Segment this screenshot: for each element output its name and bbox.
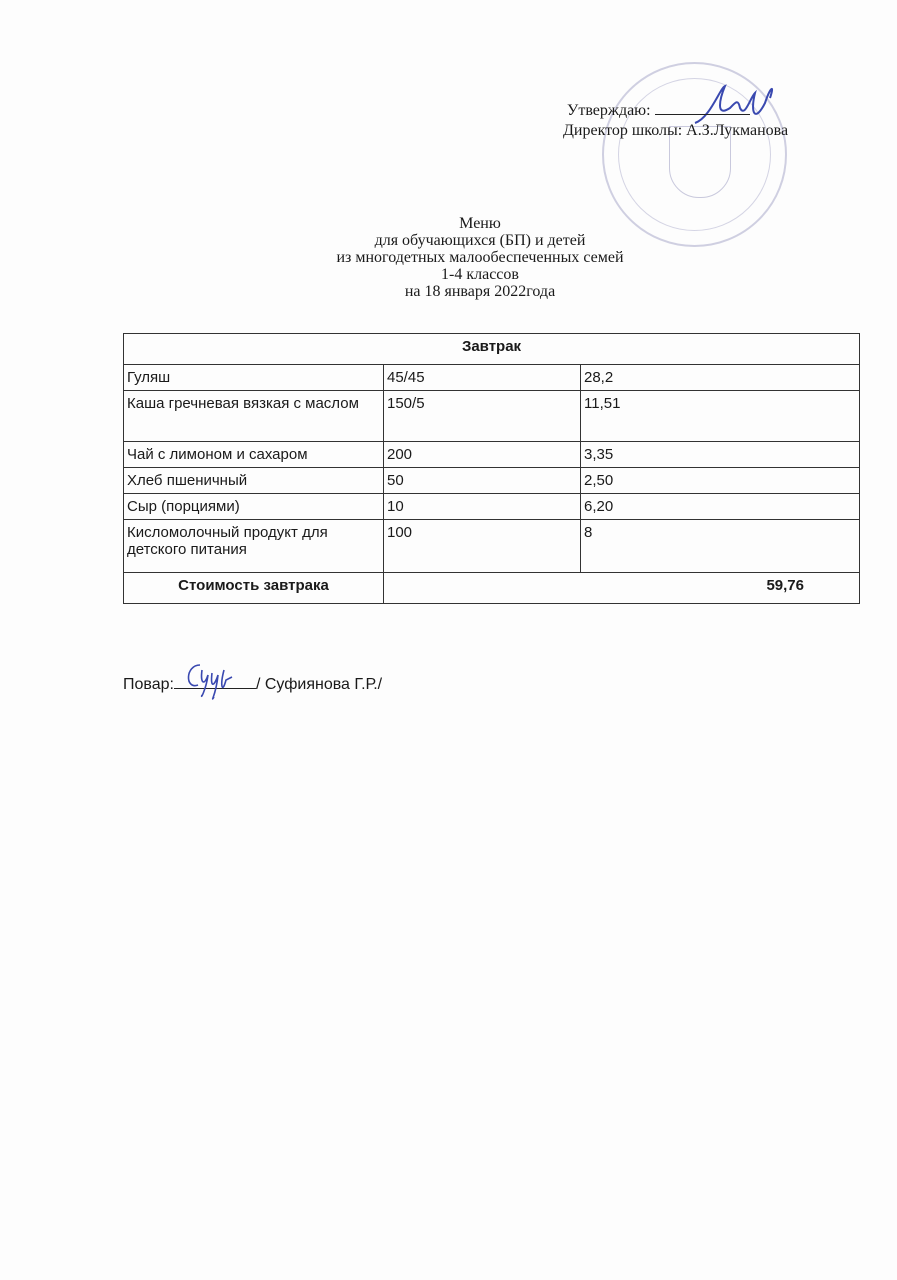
dish-name: Кисломолочный продукт для детского питания <box>124 520 384 573</box>
dish-price: 2,50 <box>581 468 860 494</box>
dish-name: Гуляш <box>124 365 384 391</box>
total-value: 59,76 <box>384 573 860 604</box>
dish-portion: 200 <box>384 442 581 468</box>
dish-price: 6,20 <box>581 494 860 520</box>
dish-name: Чай с лимоном и сахаром <box>124 442 384 468</box>
menu-table <box>123 333 860 604</box>
signature-line <box>655 100 750 115</box>
title-line: из многодетных малообеспеченных семей <box>336 249 624 266</box>
total-row <box>124 573 860 604</box>
dish-portion: 50 <box>384 468 581 494</box>
cook-label: Повар: <box>123 676 174 693</box>
dish-portion: 10 <box>384 494 581 520</box>
dish-price: 11,51 <box>581 391 860 442</box>
cook-name: / Суфиянова Г.Р./ <box>255 676 383 693</box>
title-date: на 18 января 2022года <box>404 283 556 300</box>
dish-portion: 45/45 <box>384 365 581 391</box>
table-row <box>124 494 860 520</box>
approval-block <box>563 100 788 141</box>
document-title <box>250 215 710 300</box>
table-row <box>124 442 860 468</box>
table-row <box>124 391 860 442</box>
section-header-row <box>124 334 860 365</box>
title-line: Меню <box>459 215 501 232</box>
cook-signature-block <box>123 674 382 694</box>
table-row <box>124 520 860 573</box>
dish-portion: 150/5 <box>384 391 581 442</box>
director-line: Директор школы: А.З.Лукманова <box>563 122 789 139</box>
dish-price: 8 <box>581 520 860 573</box>
title-line: для обучающихся (БП) и детей <box>374 232 586 249</box>
table-row <box>124 468 860 494</box>
cook-signature <box>180 655 240 705</box>
dish-price: 3,35 <box>581 442 860 468</box>
dish-price: 28,2 <box>581 365 860 391</box>
dish-name: Сыр (порциями) <box>124 494 384 520</box>
dish-name: Хлеб пшеничный <box>124 468 384 494</box>
dish-name: Каша гречневая вязкая с маслом <box>124 391 384 442</box>
approve-label: Утверждаю: <box>567 102 651 119</box>
section-header: Завтрак <box>124 334 860 365</box>
title-line: 1-4 классов <box>441 266 519 283</box>
total-label: Стоимость завтрака <box>124 573 384 604</box>
table-row <box>124 365 860 391</box>
dish-portion: 100 <box>384 520 581 573</box>
